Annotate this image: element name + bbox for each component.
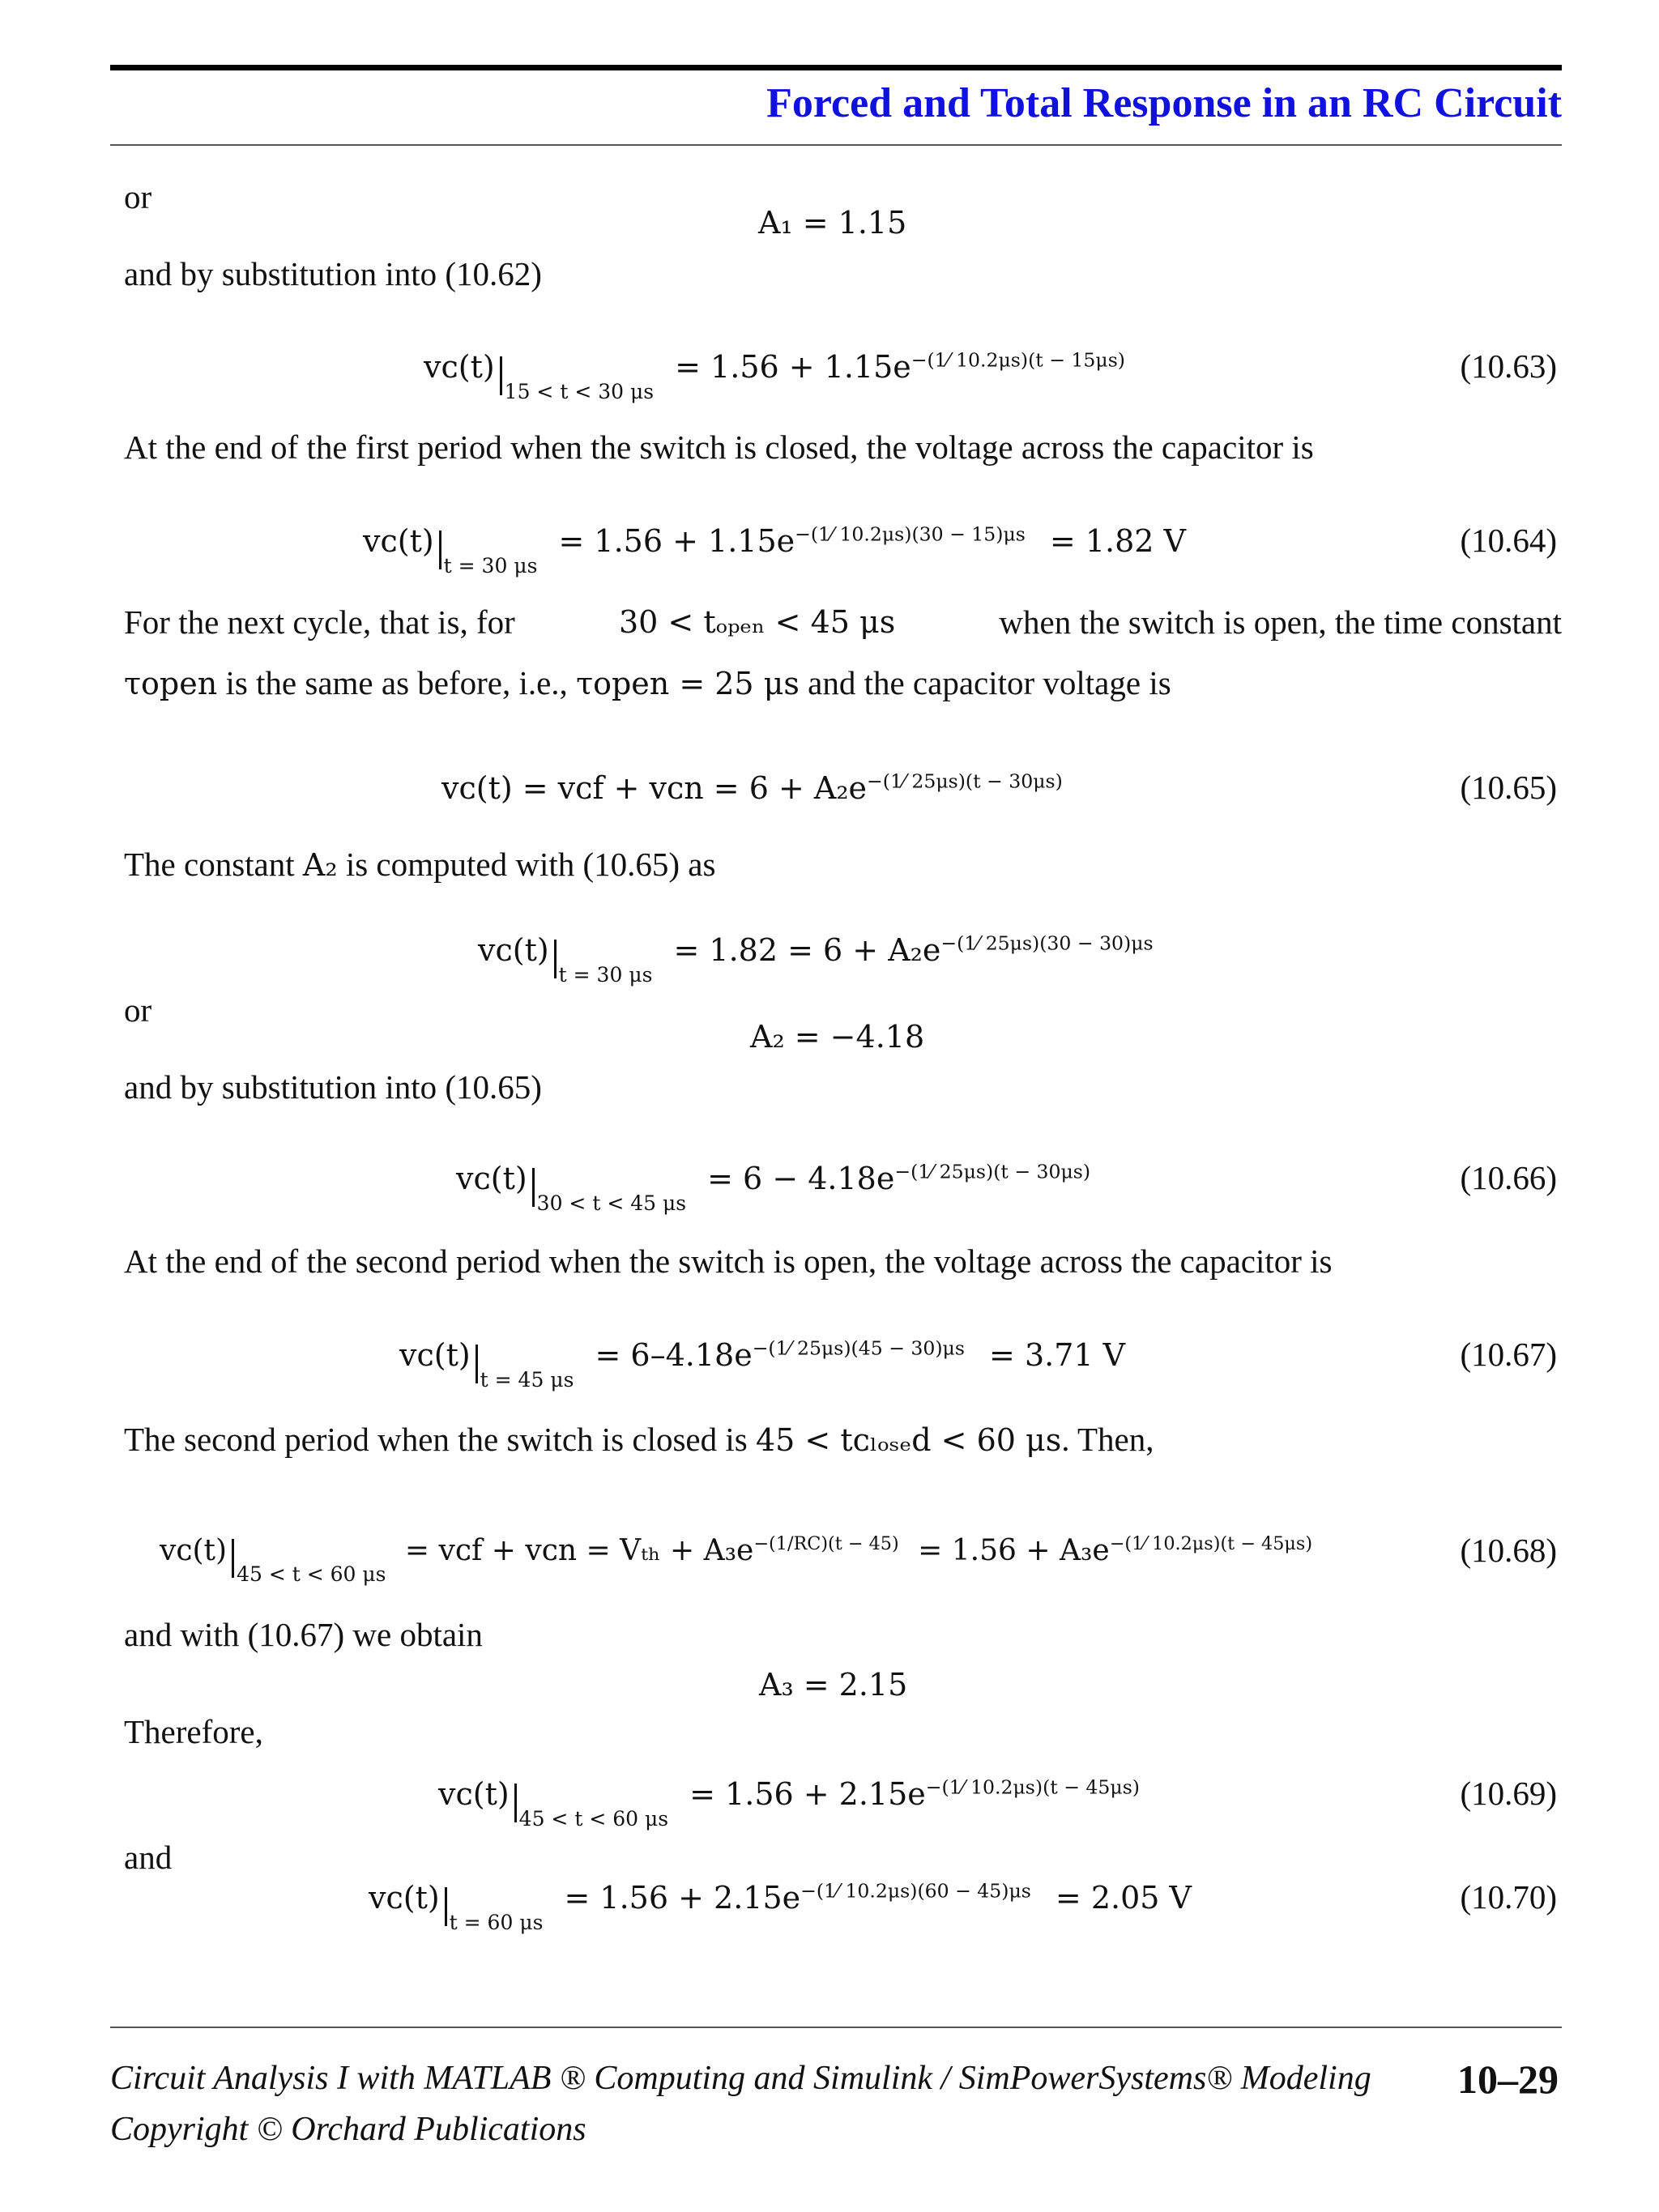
equation-10-68: $vᴄ(t)_{45 < t < 60 \mu s}$ = vᴄf + vᴄn = $V_{th} + A_3e^{-(1/RC)(t - 45)} = 1.56 + A_3e^{-(1⁄ 10.2\mu s)(t - 45\mu s)}$ (160, 1533, 1313, 1586)
text-end-second-period: At the end of the second period when the switch is open, the voltage across the capacitor is (124, 1242, 1333, 1280)
equation-number-10-70: (10.70) (1460, 1878, 1557, 1916)
equation-a2-computation: $vᴄ(t)_{t = 30 \mu s} = 1.82 = 6 + A_2e^{-(1⁄ 25\mu s)(30 - 30)\mu s}$ (478, 931, 1154, 987)
text-or-1: or (124, 178, 152, 215)
footer-divider (110, 2027, 1562, 2028)
text-next-cycle: For the next cycle, that is, for 30 < tₒₚₑₙ < 45 μs when the switch is open, the time constant (124, 603, 1562, 641)
equation-10-66: $vᴄ(t)_{30 < t < 45 \mu s} = 6 - 4.18e^{-(1⁄ 25\mu s)(t - 30\mu s)}$ (456, 1160, 1091, 1215)
equation-a2: A₂ = −4.18 (750, 1019, 925, 1055)
equation-10-65: vᴄ(t) = vᴄf + vᴄn = $6 + A_2e^{-(1⁄ 25\mu s)(t - 30\mu s)}$ (441, 769, 1063, 806)
equation-number-10-66: (10.66) (1460, 1159, 1557, 1196)
equation-number-10-68: (10.68) (1460, 1532, 1557, 1569)
equation-a3: A₃ = 2.15 (759, 1667, 908, 1703)
equation-10-69: $vᴄ(t)_{45 < t < 60 \mu s} = 1.56 + 2.15e^{-(1⁄ 10.2\mu s)(t - 45\mu s)}$ (438, 1775, 1140, 1831)
equation-number-10-69: (10.69) (1460, 1775, 1557, 1812)
equation-number-10-64: (10.64) (1460, 522, 1557, 559)
equation-number-10-67: (10.67) (1460, 1336, 1557, 1373)
equation-number-10-65: (10.65) (1460, 769, 1557, 806)
text-with-10-67: and with (10.67) we obtain (124, 1616, 483, 1653)
header-divider (110, 144, 1562, 146)
text-and: and (124, 1839, 173, 1876)
text-tau-open: τopen is the same as before, i.e., τopen = 25 μs and the capacitor voltage is (124, 664, 1171, 701)
equation-a1: A₁ = 1.15 (758, 205, 907, 241)
page-number: 10–29 (1457, 2056, 1559, 2102)
footer-book-title: Circuit Analysis I with MATLAB ® Computing and Simulink / SimPowerSystems® Modeling (110, 2060, 1371, 2097)
text-second-period-closed: The second period when the switch is closed is 45 < tᴄₗₒₛₑd < 60 μs. Then, (124, 1421, 1154, 1458)
text-substitution-2: and by substitution into (10.65) (124, 1068, 542, 1106)
header-rule (110, 65, 1562, 70)
page-header-title: Forced and Total Response in an RC Circuit (766, 80, 1562, 126)
equation-10-63: $vᴄ(t)_{15 < t < 30 \mu s} = 1.56 + 1.15e^{-(1⁄ 10.2\mu s)(t - 15\mu s)}$ (424, 348, 1125, 403)
text-substitution-1: and by substitution into (10.62) (124, 255, 542, 292)
equation-10-67: $vᴄ(t)_{t = 45 \mu s} = 6-4.18e^{-(1⁄ 25\mu s)(45 - 30)\mu s} = 3.71$ V (399, 1336, 1126, 1392)
equation-10-64: $vᴄ(t)_{t = 30 \mu s} = 1.56 + 1.15e^{-(1⁄ 10.2\mu s)(30 - 15)\mu s} = 1.82$ V (363, 522, 1186, 578)
equation-number-10-63: (10.63) (1460, 347, 1557, 385)
equation-10-70: $vᴄ(t)_{t = 60 \mu s} = 1.56 + 2.15e^{-(1⁄ 10.2\mu s)(60 - 45)\mu s} = 2.05$ V (369, 1879, 1192, 1934)
text-therefore: Therefore, (124, 1713, 263, 1750)
text-end-first-period: At the end of the first period when the switch is closed, the voltage across the capacitor is (124, 428, 1314, 466)
text-constant-a2: The constant A₂ is computed with (10.65) as (124, 846, 716, 883)
text-or-2: or (124, 991, 152, 1029)
footer-copyright: Copyright © Orchard Publications (110, 2111, 586, 2148)
